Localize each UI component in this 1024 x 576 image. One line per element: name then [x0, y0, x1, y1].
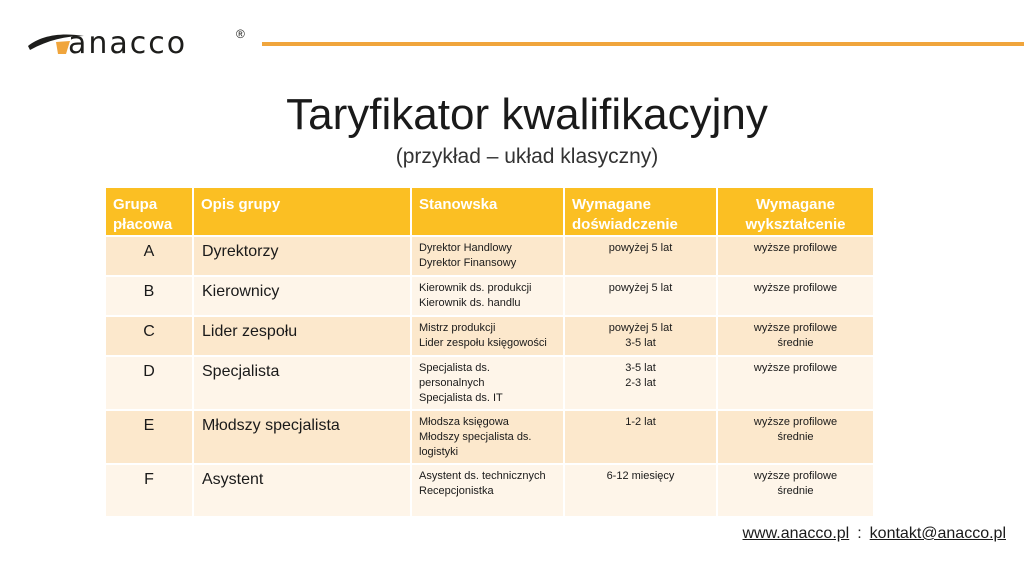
education-cell-line: średnie	[777, 485, 814, 497]
table-row	[106, 315, 873, 355]
positions-cell-line: Dyrektor Handlowy	[419, 242, 512, 254]
education-cell	[718, 275, 873, 315]
education-cell	[718, 463, 873, 516]
email-link[interactable]: kontakt@anacco.pl	[869, 525, 1006, 542]
group-cell: A	[106, 235, 194, 275]
group-cell: B	[106, 275, 194, 315]
education-cell	[718, 409, 873, 463]
page-subtitle: (przykład – układ klasyczny)	[395, 145, 659, 168]
footer-separator: :	[857, 525, 862, 542]
experience-cell	[565, 315, 718, 355]
positions-cell-line: Kierownik ds. produkcji	[419, 282, 532, 294]
description-cell: Lider zespołu	[194, 315, 412, 355]
education-cell-line: wyższe profilowe	[753, 362, 838, 374]
description-cell: Młodszy specjalista	[194, 409, 412, 463]
positions-cell-line: Asystent ds. technicznych	[419, 470, 546, 482]
header-positions: Stanowska	[412, 188, 565, 235]
experience-cell-line: 3-5 lat	[625, 337, 656, 349]
qualification-table	[106, 188, 873, 516]
positions-cell-line: Młodsza księgowa	[419, 416, 509, 428]
positions-cell	[412, 355, 565, 409]
table-row	[106, 235, 873, 275]
education-cell-line: średnie	[777, 337, 814, 349]
table-row	[106, 355, 873, 409]
positions-cell-line: logistyki	[419, 446, 459, 458]
positions-cell	[412, 409, 565, 463]
experience-cell-line: powyżej 5 lat	[608, 322, 673, 334]
table-row	[106, 463, 873, 516]
positions-cell-line: Lider zespołu księgowości	[419, 337, 547, 349]
experience-cell	[565, 409, 718, 463]
group-cell: E	[106, 409, 194, 463]
positions-cell-line: Młodszy specjalista ds.	[419, 431, 532, 443]
education-cell-line: wyższe profilowe	[753, 242, 838, 254]
page-title: Taryfikator kwalifikacyjny	[286, 90, 768, 139]
website-link[interactable]: www.anacco.pl	[742, 525, 850, 542]
positions-cell	[412, 315, 565, 355]
header-group: Grupa płacowa	[106, 188, 194, 235]
experience-cell-line: 3-5 lat	[625, 362, 656, 374]
positions-cell-line: Dyrektor Finansowy	[419, 257, 517, 269]
table-header-row	[106, 188, 873, 235]
experience-cell	[565, 355, 718, 409]
education-cell	[718, 355, 873, 409]
table-row	[106, 275, 873, 315]
header-education: Wymagane wykształcenie	[718, 188, 873, 235]
experience-cell	[565, 275, 718, 315]
header-accent-line	[262, 42, 1024, 46]
education-cell-line: wyższe profilowe	[753, 322, 838, 334]
experience-cell-line: powyżej 5 lat	[608, 282, 673, 294]
description-cell: Asystent	[194, 463, 412, 516]
positions-cell-line: Recepcjonistka	[419, 485, 494, 497]
education-cell	[718, 315, 873, 355]
description-cell: Dyrektorzy	[194, 235, 412, 275]
experience-cell	[565, 235, 718, 275]
description-cell: Kierownicy	[194, 275, 412, 315]
education-cell-line: średnie	[777, 431, 814, 443]
experience-cell-line: 6-12 miesięcy	[606, 470, 675, 482]
positions-cell	[412, 463, 565, 516]
positions-cell-line: Kierownik ds. handlu	[419, 297, 521, 309]
education-cell-line: wyższe profilowe	[753, 416, 838, 428]
education-cell	[718, 235, 873, 275]
positions-cell-line: Specjalista ds. IT	[419, 392, 503, 404]
education-cell-line: wyższe profilowe	[753, 470, 838, 482]
table-row	[106, 409, 873, 463]
experience-cell-line: 2-3 lat	[625, 377, 656, 389]
experience-cell	[565, 463, 718, 516]
description-cell: Specjalista	[194, 355, 412, 409]
positions-cell-line: Specjalista ds.	[419, 362, 490, 374]
group-cell: C	[106, 315, 194, 355]
footer-contact	[743, 525, 1007, 543]
header-description: Opis grupy	[194, 188, 412, 235]
positions-cell	[412, 235, 565, 275]
experience-cell-line: 1-2 lat	[625, 416, 656, 428]
registered-mark: ®	[236, 27, 245, 41]
education-cell-line: wyższe profilowe	[753, 282, 838, 294]
experience-cell-line: powyżej 5 lat	[608, 242, 673, 254]
header-experience: Wymagane doświadczenie	[565, 188, 718, 235]
group-cell: F	[106, 463, 194, 516]
positions-cell-line: personalnych	[419, 377, 485, 389]
group-cell: D	[106, 355, 194, 409]
positions-cell	[412, 275, 565, 315]
brand-name: anacco	[68, 26, 188, 61]
table-body	[106, 235, 873, 516]
positions-cell-line: Mistrz produkcji	[419, 322, 496, 334]
